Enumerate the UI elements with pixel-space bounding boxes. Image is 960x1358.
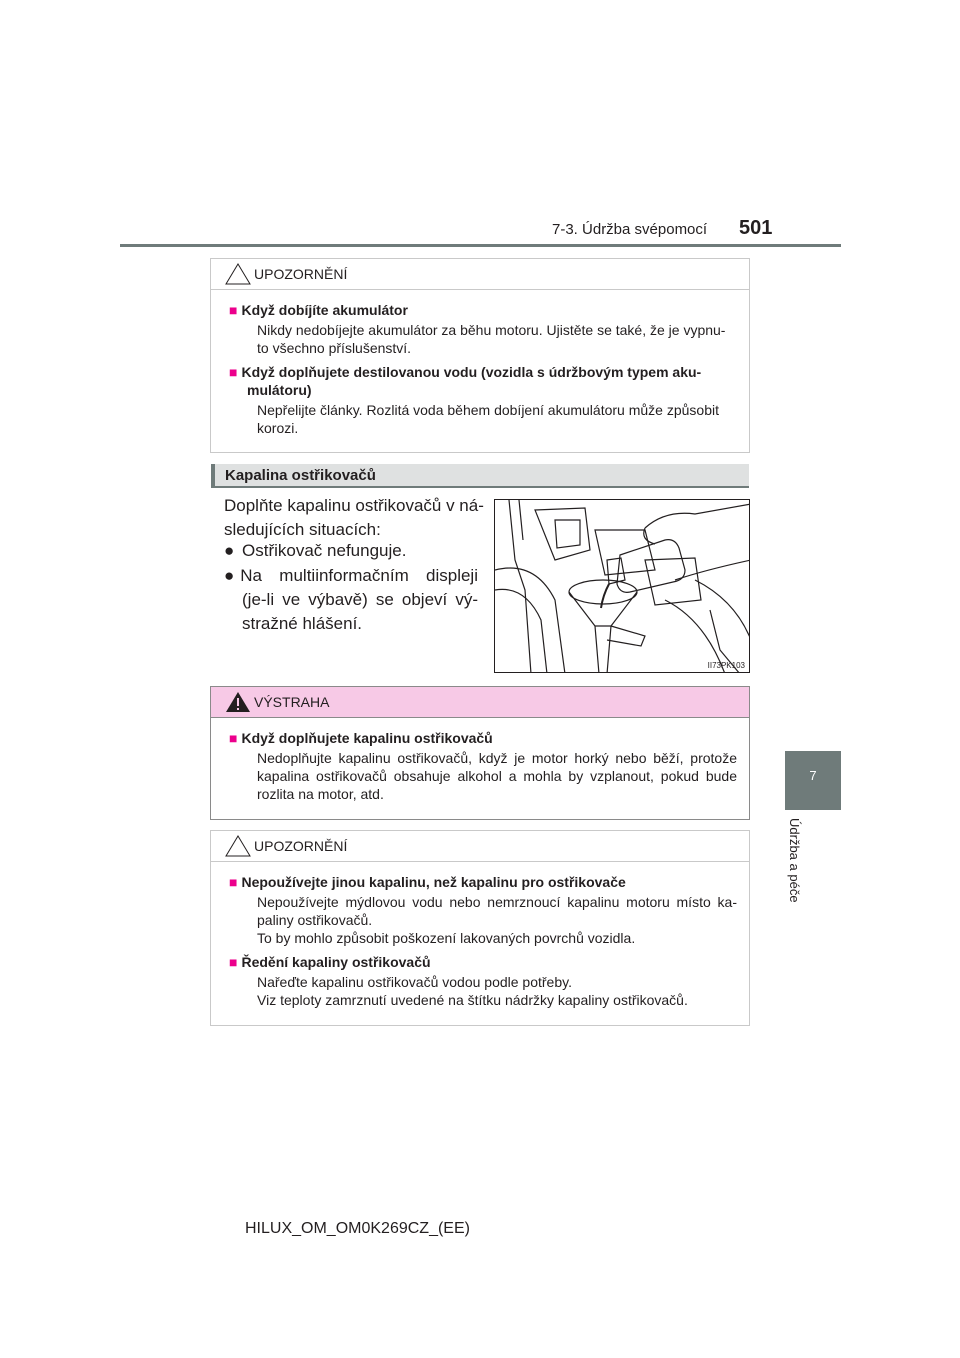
section-heading [211, 464, 749, 488]
warning-header [211, 687, 749, 718]
notice-item-heading: ■ Když dobíjíte akumulátor [229, 302, 408, 318]
document-code: HILUX_OM_OM0K269CZ_(EE) [245, 1220, 470, 1237]
section-heading-text: Kapalina ostřikovačů [225, 467, 376, 484]
chapter-label: Údržba a péče [787, 818, 802, 903]
round-bullet-icon: ● [224, 566, 235, 585]
list-item: ● Ostřikovač nefunguje. [224, 541, 407, 560]
washer-fluid-illustration [494, 499, 750, 673]
notice-title: UPOZORNĚNÍ [254, 838, 348, 854]
notice-box-2 [210, 830, 750, 1026]
refill-illustration-icon [495, 500, 750, 673]
notice-box-1 [210, 258, 750, 453]
caution-triangle-icon [225, 835, 251, 857]
notice-item-text: Nepřelijte články. Rozlitá voda během dobíjení akumulátoru může způsobit korozi. [257, 402, 719, 436]
warning-box [210, 686, 750, 820]
notice-item-heading: ■ Ředění kapaliny ostřikovačů [229, 954, 431, 970]
square-bullet-icon: ■ [229, 730, 238, 746]
notice-header [211, 259, 749, 290]
square-bullet-icon: ■ [229, 364, 238, 380]
caution-triangle-icon [225, 263, 251, 285]
notice-item-text: Nikdy nedobíjejte akumulátor za běhu motoru. Ujistěte se také, že je vypnu- to všechno příslušenství. [257, 322, 726, 356]
page-number: 501 [739, 217, 773, 239]
notice-item-heading: ■ Když doplňujete destilovanou vodu (vozidla s údržbovým typem aku- mulátoru) [229, 364, 702, 398]
intro-text: Doplňte kapalinu ostřikovačů v ná- sledujících situacích: [224, 496, 484, 539]
warning-triangle-icon [225, 691, 251, 713]
notice-header [211, 831, 749, 862]
notice-item-text: Nepoužívejte mýdlovou vodu nebo nemrznoucí kapalinu motoru místo ka- paliny ostřikovačů. To by mohlo způsobit poškození lakovaných povrchů vozidla. [257, 894, 737, 946]
warning-item-heading: ■ Když doplňujete kapalinu ostřikovačů [229, 730, 493, 746]
notice-item-text: Nařeďte kapalinu ostřikovačů vodou podle potřeby. Viz teploty zamrznutí uvedené na štítku nádržky kapaliny ostřikovačů. [257, 974, 688, 1008]
square-bullet-icon: ■ [229, 302, 238, 318]
round-bullet-icon: ● [224, 541, 235, 560]
warning-title: VÝSTRAHA [254, 694, 330, 710]
section-title: 7-3. Údržba svépomocí [552, 221, 708, 238]
notice-item-heading: ■ Nepoužívejte jinou kapalinu, než kapalinu pro ostřikovače [229, 874, 626, 890]
chapter-number: 7 [809, 768, 817, 783]
square-bullet-icon: ■ [229, 954, 238, 970]
header-rule [120, 244, 841, 247]
square-bullet-icon: ■ [229, 874, 238, 890]
notice-title: UPOZORNĚNÍ [254, 266, 348, 282]
figure-code: II73PK103 [707, 661, 745, 670]
list-item: ● Na multiinformačním displeji (je-li ve výbavě) se objeví vý- stražné hlášení. [224, 566, 478, 633]
warning-item-text: Nedoplňujte kapalinu ostřikovačů, když je motor horký nebo běží, protože kapalina ostřikovačů obsahuje alkohol a mohla by vzplanout, pokud bude rozlita na motor, atd. [257, 750, 737, 802]
